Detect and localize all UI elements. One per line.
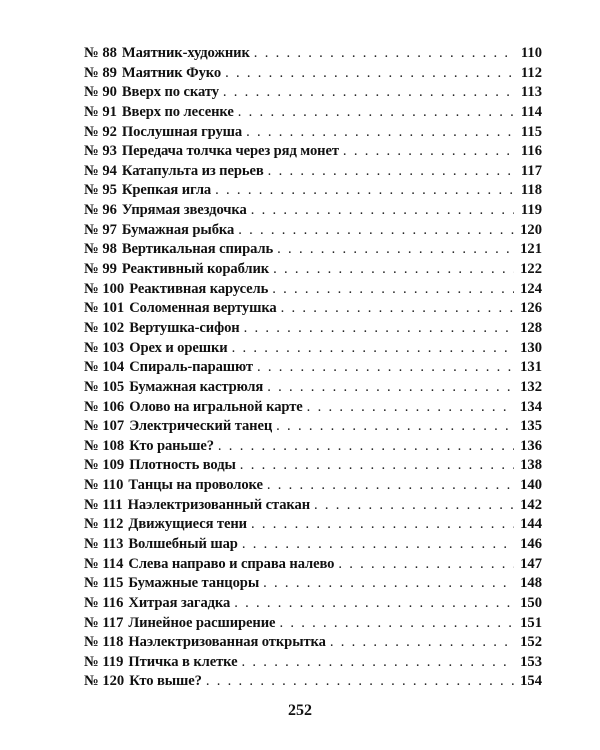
toc-entry-page: 148 <box>520 575 542 592</box>
toc-entry-number: № 94 <box>84 162 117 179</box>
toc-entry-page: 140 <box>520 477 542 494</box>
dot-leader <box>215 181 514 201</box>
toc-entry-number: № 115 <box>84 575 124 592</box>
toc-entry-number: № 100 <box>84 280 125 297</box>
toc-entry <box>84 260 542 280</box>
dot-leader <box>257 358 514 378</box>
toc-entry-number: № 113 <box>84 536 124 552</box>
toc-entry-title: Кто раньше? <box>129 437 214 454</box>
toc-entry <box>84 142 542 162</box>
dot-leader <box>244 319 514 339</box>
toc-entry-number: № 90 <box>84 84 117 101</box>
toc-entry <box>84 44 542 64</box>
toc-entry <box>84 83 542 103</box>
toc-entry-page: 131 <box>520 359 542 376</box>
toc-entry-title: Волшебный шар <box>128 536 238 552</box>
toc-entry-title: Реактивная карусель <box>129 280 269 297</box>
toc-entry-number: № 92 <box>84 123 117 140</box>
toc-entry <box>84 653 542 673</box>
toc-entry-number: № 107 <box>84 418 125 435</box>
toc-entry-number: № 114 <box>84 555 124 572</box>
toc-entry-title: Электрический танец <box>129 418 273 435</box>
dot-leader <box>338 555 514 575</box>
toc-entry-page: 130 <box>520 339 542 356</box>
dot-leader <box>277 240 514 260</box>
toc-entry-number: № 118 <box>84 634 124 651</box>
toc-entry-page: 112 <box>520 64 542 81</box>
toc-entry-title: Плотность воды <box>129 457 236 474</box>
toc-entry-title: Вверх по скату <box>121 84 219 101</box>
toc-entry-page: 117 <box>520 162 542 179</box>
toc-entry-title: Маятник Фуко <box>121 64 222 81</box>
toc-entry-title: Вертушка-сифон <box>129 319 240 336</box>
dot-leader <box>343 142 514 162</box>
toc-entry-page: 146 <box>520 536 542 552</box>
toc-entry-title: Послушная груша <box>121 123 243 140</box>
toc-entry <box>84 437 542 457</box>
dot-leader <box>273 260 514 280</box>
toc-entry-page: 154 <box>520 673 542 690</box>
dot-leader <box>206 672 514 692</box>
toc-entry-title: Движущиеся тени <box>128 516 247 533</box>
toc-entry-title: Вертикальная спираль <box>121 241 274 258</box>
toc-entry-number: № 112 <box>84 516 124 533</box>
toc-entry-page: 124 <box>520 280 542 297</box>
toc-entry-page: 142 <box>520 496 542 513</box>
toc-entry-page: 128 <box>520 319 542 336</box>
dot-leader <box>330 633 514 653</box>
toc-entry-number: № 108 <box>84 437 125 454</box>
toc-entry <box>84 240 542 260</box>
toc-entry <box>84 280 542 300</box>
toc-entry-page: 110 <box>520 44 542 61</box>
page-number: 252 <box>288 702 312 719</box>
toc-entry-title: Бумажная рыбка <box>121 221 235 238</box>
toc-entry <box>84 515 542 535</box>
dot-leader <box>268 162 514 182</box>
dot-leader <box>234 594 514 614</box>
toc-entry <box>84 103 542 123</box>
toc-entry-number: № 88 <box>84 44 117 61</box>
toc-entry <box>84 319 542 339</box>
toc-entry-page: 134 <box>520 398 542 415</box>
dot-leader <box>267 378 514 398</box>
toc-entry-title: Соломенная вертушка <box>129 300 277 317</box>
toc-entry <box>84 496 542 516</box>
toc-entry-number: № 102 <box>84 319 125 336</box>
toc-entry-number: № 89 <box>84 64 117 81</box>
toc-entry <box>84 378 542 398</box>
toc-entry <box>84 398 542 418</box>
toc-entry <box>84 417 542 437</box>
toc-entry-title: Орех и орешки <box>129 339 228 356</box>
toc-entry-number: № 109 <box>84 457 125 474</box>
toc-entry-title: Линейное расширение <box>128 614 276 631</box>
toc-entry-page: 144 <box>520 516 542 533</box>
toc-entry-page: 116 <box>520 143 542 160</box>
toc-entry <box>84 299 542 319</box>
toc-entry-number: № 105 <box>84 378 125 395</box>
toc-entry-page: 115 <box>520 123 542 140</box>
toc-entry <box>84 221 542 241</box>
toc-entry <box>84 633 542 653</box>
dot-leader <box>279 614 514 634</box>
dot-leader <box>254 44 514 64</box>
toc-entry-title: Вверх по лесенке <box>121 103 234 120</box>
toc-entry-page: 113 <box>520 84 542 101</box>
toc-entry-page: 118 <box>520 182 542 199</box>
toc-entry-number: № 95 <box>84 182 117 199</box>
toc-entry-number: № 116 <box>84 594 124 611</box>
toc-entry-number: № 93 <box>84 143 117 160</box>
toc-entry <box>84 673 542 693</box>
toc-entry-title: Передача толчка через ряд монет <box>121 143 339 160</box>
toc-entry-page: 151 <box>520 614 542 631</box>
dot-leader <box>272 280 514 300</box>
toc-entry-page: 122 <box>520 261 542 278</box>
toc-entry-title: Бумажные танцоры <box>128 575 260 592</box>
toc-entry-page: 152 <box>520 634 542 651</box>
dot-leader <box>218 437 514 457</box>
dot-leader <box>251 515 514 535</box>
toc-entry-page: 121 <box>520 241 542 258</box>
toc-entry-number: № 120 <box>84 673 125 690</box>
toc-entry-page: 138 <box>520 457 542 474</box>
toc-entry-page: 120 <box>520 221 542 238</box>
toc-entry-page: 132 <box>520 378 542 395</box>
toc-entry-number: № 91 <box>84 103 117 120</box>
toc-entry-number: № 119 <box>84 653 124 670</box>
toc-entry-title: Бумажная кастрюля <box>129 378 264 395</box>
toc-entry-page: 126 <box>520 300 542 317</box>
toc-entry-number: № 98 <box>84 241 117 258</box>
toc-entry <box>84 358 542 378</box>
toc-entry-title: Птичка в клетке <box>128 653 238 670</box>
toc-entry <box>84 574 542 594</box>
toc-entry-number: № 111 <box>84 496 123 513</box>
toc-entry-number: № 110 <box>84 477 124 494</box>
dot-leader <box>242 653 515 673</box>
dot-leader <box>307 398 514 418</box>
toc-entry-title: Танцы на проволоке <box>128 477 263 494</box>
dot-leader <box>263 574 514 594</box>
toc-entry <box>84 476 542 496</box>
toc-entry <box>84 456 542 476</box>
toc-entry-title: Наэлектризованный стакан <box>127 496 311 513</box>
dot-leader <box>238 103 514 123</box>
toc-entry <box>84 594 542 614</box>
toc-entry-page: 153 <box>520 653 542 670</box>
toc-entry-page: 147 <box>520 555 542 572</box>
toc-entry <box>84 555 542 575</box>
toc-entry <box>84 339 542 359</box>
toc-entry-number: № 97 <box>84 221 117 238</box>
toc-entry-page: 150 <box>520 594 542 611</box>
dot-leader <box>267 476 514 496</box>
dot-leader <box>242 535 514 555</box>
toc-entry <box>84 162 542 182</box>
toc-entry-title: Спираль-парашют <box>129 359 253 376</box>
toc-entry-page: 136 <box>520 437 542 454</box>
toc-entry-page: 114 <box>520 103 542 120</box>
toc-entry-title: Олово на игральной карте <box>129 398 303 415</box>
toc-entry-title: Катапульта из перьев <box>121 162 264 179</box>
dot-leader <box>276 417 514 437</box>
dot-leader <box>223 83 514 103</box>
dot-leader <box>246 123 514 143</box>
toc-entry-title: Хитрая загадка <box>128 594 231 611</box>
dot-leader <box>232 339 514 359</box>
toc-entry-page: 135 <box>520 418 542 435</box>
toc-entry-title: Упрямая звездочка <box>121 202 247 219</box>
toc-entry-title: Маятник-художник <box>121 44 250 61</box>
toc-entry-title: Реактивный кораблик <box>121 261 270 278</box>
toc-entry <box>84 201 542 221</box>
toc-entry-page: 119 <box>520 202 542 219</box>
dot-leader <box>238 221 514 241</box>
toc-entry-number: № 103 <box>84 339 125 356</box>
toc-entry-number: № 117 <box>84 614 124 631</box>
toc-entry <box>84 181 542 201</box>
toc-entry-title: Слева направо и справа налево <box>128 555 335 572</box>
toc-entry-title: Наэлектризованная открытка <box>128 634 326 651</box>
toc-entry-number: № 99 <box>84 261 117 278</box>
toc-entry <box>84 535 542 555</box>
toc-entry <box>84 64 542 84</box>
toc-entry <box>84 123 542 143</box>
dot-leader <box>251 201 514 221</box>
toc-entry-number: № 106 <box>84 398 125 415</box>
toc-entry-title: Крепкая игла <box>121 182 212 199</box>
toc-entry-title: Кто выше? <box>129 673 202 690</box>
toc-entry-number: № 96 <box>84 202 117 219</box>
dot-leader <box>314 496 514 516</box>
dot-leader <box>225 64 514 84</box>
toc-list <box>84 44 542 692</box>
toc-entry <box>84 614 542 634</box>
dot-leader <box>281 299 514 319</box>
toc-entry-number: № 104 <box>84 359 125 376</box>
dot-leader <box>240 456 514 476</box>
toc-entry-number: № 101 <box>84 300 125 317</box>
